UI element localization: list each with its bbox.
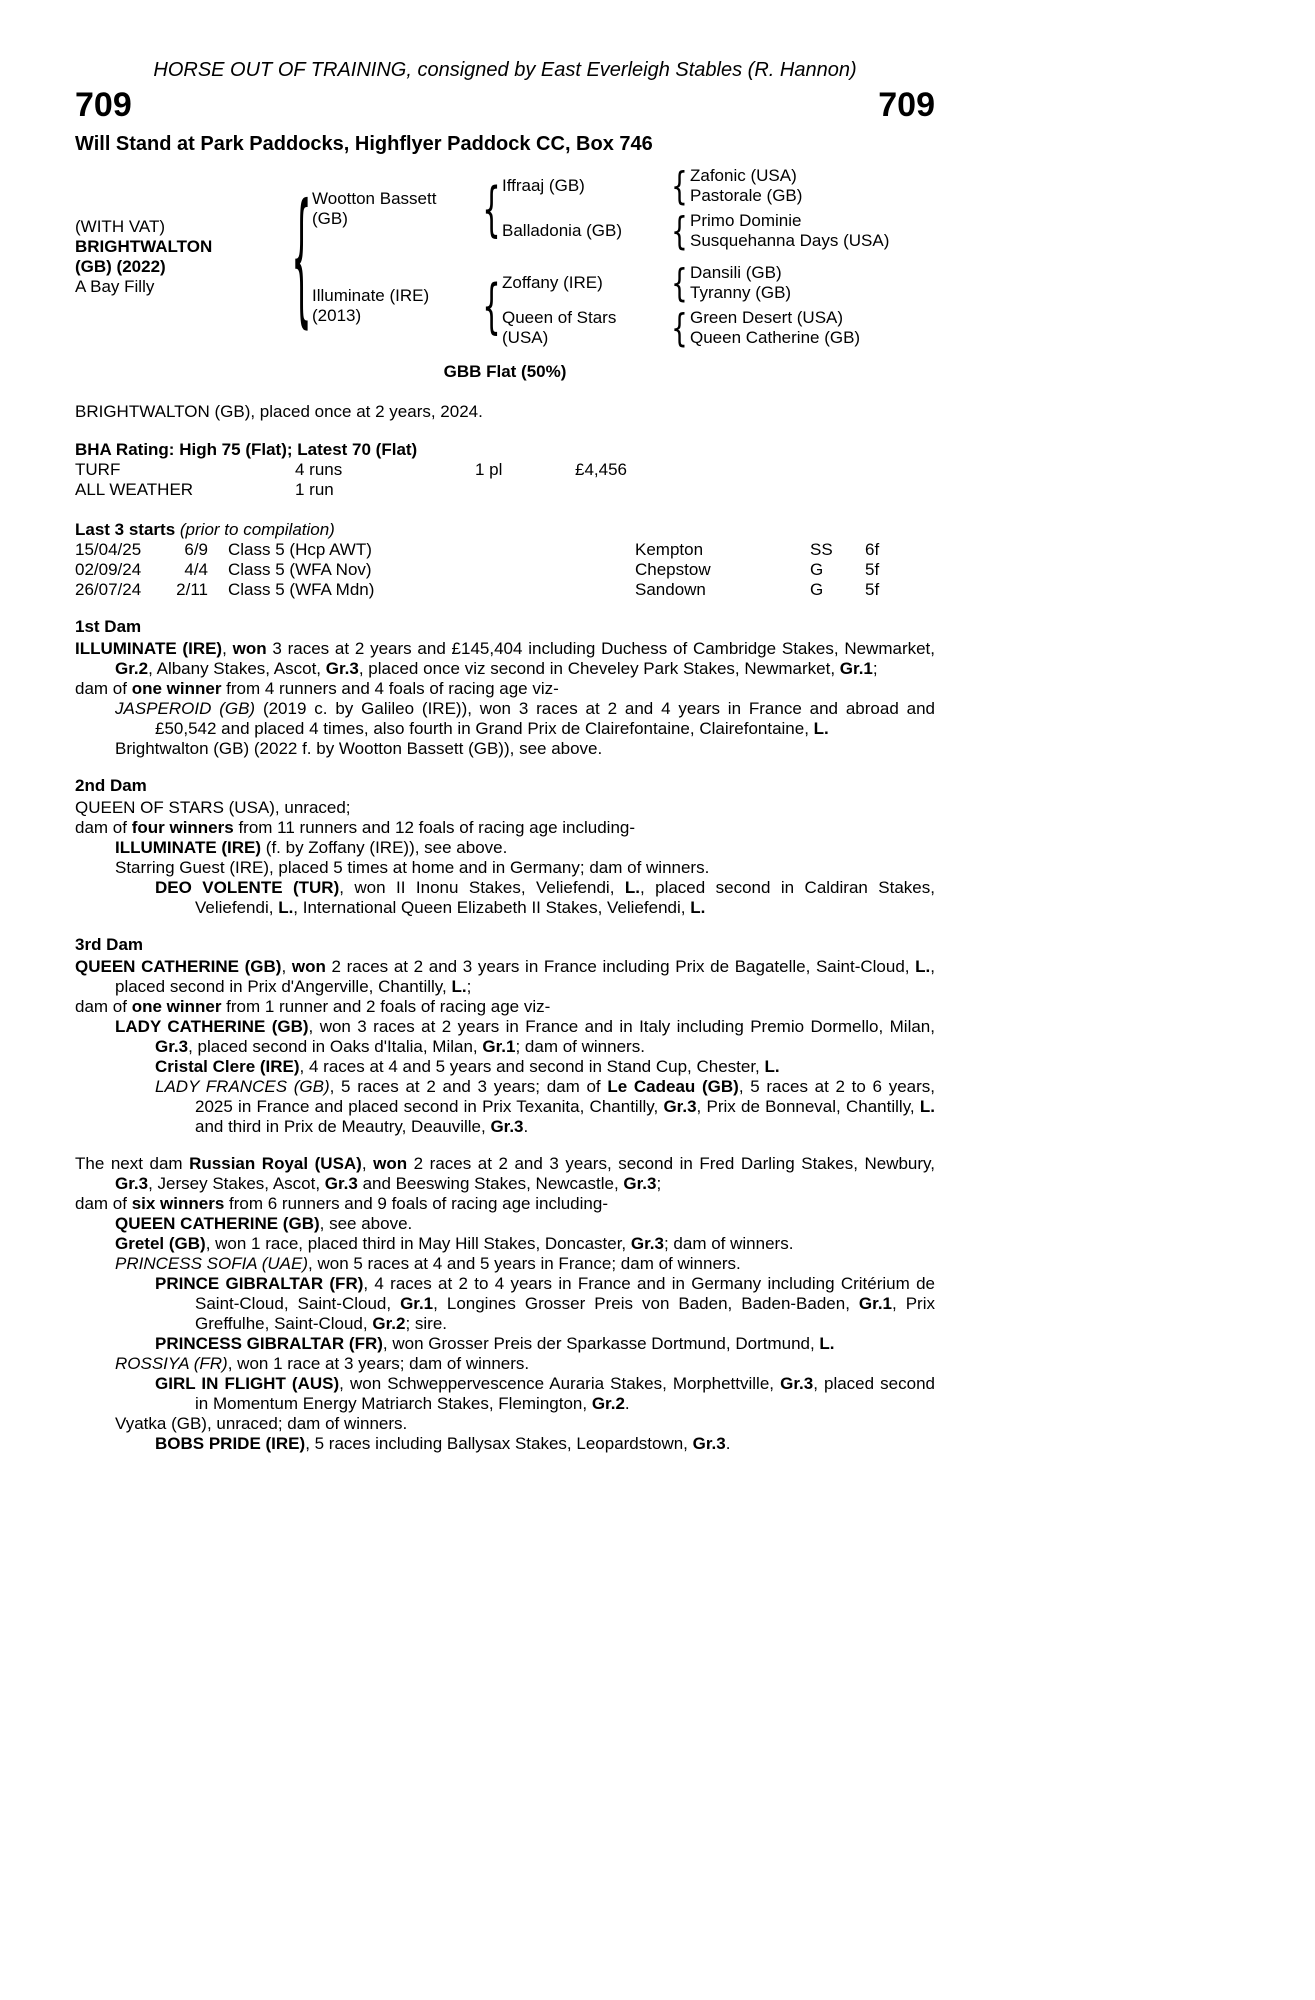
great-grandparent-name: Queen Catherine (GB) xyxy=(690,328,861,347)
text-segment: ; dam of winners. xyxy=(663,1234,794,1253)
dam-name-line1: Illuminate (IRE) xyxy=(312,285,430,305)
text-segment: L. xyxy=(819,1334,835,1353)
last-starts-block xyxy=(75,520,935,600)
text-segment: Gr.2 xyxy=(372,1314,406,1333)
last-starts-subtitle: (prior to compilation) xyxy=(175,520,335,539)
text-segment: L. xyxy=(919,1097,935,1116)
text-segment: , Longines Grosser Preis von Baden, Baden-Baden, xyxy=(433,1294,859,1313)
date-cell: 02/09/24 xyxy=(75,560,142,579)
dam-name-line2: (2013) xyxy=(312,305,362,325)
text-segment: six winners xyxy=(131,1194,225,1213)
text-segment: won xyxy=(232,639,267,658)
brace-icon: { xyxy=(481,173,501,244)
position-cell: 6/9 xyxy=(184,540,208,559)
runs-cell: 4 runs xyxy=(295,460,343,479)
course-cell: Kempton xyxy=(635,540,704,559)
brace-icon: { xyxy=(670,163,688,209)
pedigree-paragraph xyxy=(75,997,935,1017)
pedigree-paragraph xyxy=(75,878,935,918)
text-segment: , International Queen Elizabeth II Stakes, Veliefendi, xyxy=(293,898,691,917)
earnings-cell xyxy=(575,480,935,500)
text-segment: , placed second in Prix d'Angerville, Chantilly, xyxy=(115,957,935,996)
text-segment: ; xyxy=(872,659,878,678)
surface-cell: TURF xyxy=(75,460,121,479)
grandparent-name: Zoffany (IRE) xyxy=(502,273,603,292)
sire-name-line2: (GB) xyxy=(312,208,348,228)
horse-panel xyxy=(75,217,290,297)
pedigree-paragraph xyxy=(75,1434,935,1454)
last-starts-title: Last 3 starts xyxy=(75,520,176,539)
text-segment: (f. by Zoffany (IRE)), see above. xyxy=(261,838,508,857)
text-segment: , placed second in Caldiran Stakes, Veliefendi, xyxy=(195,878,935,917)
text-segment: , placed once viz second in Cheveley Park Stakes, Newmarket, xyxy=(358,659,840,678)
text-segment: , xyxy=(222,639,233,658)
going-cell: G xyxy=(810,560,824,579)
text-segment: ; xyxy=(656,1174,662,1193)
text-segment: . xyxy=(523,1117,529,1136)
text-segment: Gr.2 xyxy=(115,659,149,678)
race-cell: Class 5 (WFA Nov) xyxy=(228,560,372,579)
dam-section xyxy=(75,776,935,918)
sire-name xyxy=(312,189,480,229)
text-segment: , won II Inonu Stakes, Veliefendi, xyxy=(339,878,625,897)
grandparent-name: Balladonia (GB) xyxy=(502,221,623,240)
pedigree-paragraph xyxy=(75,699,935,739)
pedigree-paragraph xyxy=(75,1374,935,1414)
dam-section xyxy=(75,935,935,1137)
dam-sections xyxy=(75,617,935,1454)
text-segment: from 1 runner and 2 foals of racing age viz- xyxy=(221,997,551,1016)
placings-cell xyxy=(475,480,575,500)
pedigree-paragraph xyxy=(75,1274,935,1334)
distance-cell: 6f xyxy=(865,540,880,559)
distance-cell: 5f xyxy=(865,580,880,599)
pedigree-paragraph xyxy=(75,639,935,679)
surface-cell: ALL WEATHER xyxy=(75,480,194,499)
pedigree-paragraph xyxy=(75,818,935,838)
course-cell: Chepstow xyxy=(635,560,711,579)
text-segment: PRINCE GIBRALTAR (FR) xyxy=(155,1274,364,1293)
text-segment: Russian Royal (USA) xyxy=(189,1154,362,1173)
runs-cell: 1 run xyxy=(295,480,334,499)
pedigree-paragraph xyxy=(75,1234,935,1254)
text-segment: Gr.3 xyxy=(325,659,359,678)
text-segment: L. xyxy=(915,957,931,976)
text-segment: , placed second in Momentum Energy Matriarch Stakes, Flemington, xyxy=(195,1374,935,1413)
dam-name xyxy=(312,286,480,326)
text-segment: Gr.1 xyxy=(482,1037,516,1056)
horse-name: BRIGHTWALTON xyxy=(75,237,213,256)
distance-cell: 5f xyxy=(865,560,880,579)
going-cell: SS xyxy=(810,540,833,559)
race-cell: Class 5 (Hcp AWT) xyxy=(228,540,372,559)
gbb-note: GBB Flat (50%) xyxy=(443,362,567,381)
granddam-block xyxy=(502,305,935,351)
brace-icon: { xyxy=(670,260,688,306)
bha-rating-block xyxy=(75,440,935,500)
text-segment: and Beeswing Stakes, Newcastle, xyxy=(357,1174,624,1193)
text-segment: from 6 runners and 9 foals of racing age including- xyxy=(224,1194,608,1213)
performance-summary: BRIGHTWALTON (GB), placed once at 2 years, 2024. xyxy=(75,402,483,421)
brace-icon: { xyxy=(670,305,688,351)
race-summary-row xyxy=(75,480,935,500)
text-segment: Gr.3 xyxy=(780,1374,814,1393)
earnings-cell: £4,456 xyxy=(575,460,627,479)
pedigree-paragraph xyxy=(75,1154,935,1194)
pedigree-paragraph xyxy=(75,1354,935,1374)
position-cell: 4/4 xyxy=(184,560,208,579)
great-grandparent-name: Tyranny (GB) xyxy=(690,283,792,302)
text-segment: 2 races at 2 and 3 years, second in Fred Darling Stakes, Newbury, xyxy=(407,1154,936,1173)
sire-name-line1: Wootton Bassett xyxy=(312,188,437,208)
race-summary-row xyxy=(75,460,935,480)
text-segment: , 5 races at 2 to 6 years, 2025 in France and placed second in Prix Texanita, Chantilly, xyxy=(195,1077,935,1116)
section-heading: 2nd Dam xyxy=(75,776,147,795)
grandsire-block xyxy=(502,163,935,209)
text-segment: LADY CATHERINE (GB) xyxy=(115,1017,309,1036)
text-segment: dam of xyxy=(75,818,132,837)
text-segment: JASPEROID (GB) xyxy=(115,699,256,718)
consignor-header: HORSE OUT OF TRAINING, consigned by East Everleigh Stables (R. Hannon) xyxy=(153,59,857,81)
text-segment: , xyxy=(361,1154,374,1173)
text-segment: Gr.3 xyxy=(324,1174,358,1193)
great-grandparent-name: Green Desert (USA) xyxy=(690,308,844,327)
text-segment: Gr.3 xyxy=(663,1097,697,1116)
text-segment: Gr.1 xyxy=(858,1294,893,1313)
text-segment: QUEEN CATHERINE (GB) xyxy=(75,957,282,976)
dam-section xyxy=(75,1154,935,1454)
pedigree-paragraph xyxy=(75,1334,935,1354)
text-segment: dam of xyxy=(75,679,132,698)
text-segment: won xyxy=(291,957,326,976)
text-segment: Vyatka (GB), unraced; dam of winners. xyxy=(115,1414,408,1433)
text-segment: Starring Guest (IRE), placed 5 times at home and in Germany; dam of winners. xyxy=(115,858,710,877)
race-cell: Class 5 (WFA Mdn) xyxy=(228,580,375,599)
great-grandparent-name: Dansili (GB) xyxy=(690,263,782,282)
text-segment: from 4 runners and 4 foals of racing age viz- xyxy=(221,679,559,698)
vat-note: (WITH VAT) xyxy=(75,217,166,236)
going-cell: G xyxy=(810,580,824,599)
text-segment: , 4 races at 2 to 4 years in France and in Germany including Critérium de Saint-Cloud, Saint-Cloud, xyxy=(195,1274,935,1313)
text-segment: , see above. xyxy=(319,1214,413,1233)
text-segment: Gr.2 xyxy=(591,1394,625,1413)
text-segment: , won 5 races at 4 and 5 years in France; dam of winners. xyxy=(308,1254,741,1273)
text-segment: Gretel (GB) xyxy=(115,1234,206,1253)
text-segment: ; xyxy=(466,977,472,996)
placings-cell: 1 pl xyxy=(475,460,503,479)
text-segment: QUEEN CATHERINE (GB) xyxy=(115,1214,320,1233)
section-heading: 3rd Dam xyxy=(75,935,144,954)
text-segment: BOBS PRIDE (IRE) xyxy=(155,1434,306,1453)
text-segment: , won 1 race, placed third in May Hill Stakes, Doncaster, xyxy=(205,1234,631,1253)
text-segment: Gr.3 xyxy=(623,1174,657,1193)
last-start-row xyxy=(75,580,935,600)
text-segment: (2019 c. by Galileo (IRE)), won 3 races at 2 and 4 years in France and abroad and £50,542 and placed 4 times, also fourth in Grand Prix de Clairefontaine, Clairefontaine, xyxy=(155,699,935,738)
text-segment: dam of xyxy=(75,997,132,1016)
pedigree-paragraph xyxy=(75,1017,935,1057)
dam-half xyxy=(312,260,935,351)
text-segment: , 5 races at 2 and 3 years; dam of xyxy=(329,1077,608,1096)
last-starts-heading xyxy=(75,520,935,540)
date-cell: 26/07/24 xyxy=(75,580,142,599)
grandsire-block xyxy=(502,260,935,306)
catalogue-content xyxy=(75,0,935,1454)
dam-section xyxy=(75,617,935,759)
pedigree-table xyxy=(75,163,935,351)
date-cell: 15/04/25 xyxy=(75,540,142,559)
position-cell: 2/11 xyxy=(176,580,208,599)
pedigree-paragraph xyxy=(75,679,935,699)
text-segment: four winners xyxy=(131,818,234,837)
text-segment: Gr.1 xyxy=(400,1294,434,1313)
lot-number-row xyxy=(75,86,935,124)
horse-description: A Bay Filly xyxy=(75,277,155,296)
text-segment: , Albany Stakes, Ascot, xyxy=(148,659,326,678)
text-segment: ; dam of winners. xyxy=(515,1037,645,1056)
text-segment: L. xyxy=(451,977,467,996)
grandparent-name: Queen of Stars (USA) xyxy=(502,308,617,347)
text-segment: Gr.1 xyxy=(839,659,873,678)
horse-suffix: (GB) (2022) xyxy=(75,257,166,276)
text-segment: , won Schweppervescence Auraria Stakes, Morphettville, xyxy=(339,1374,781,1393)
text-segment: Brightwalton (GB) (2022 f. by Wootton Bassett (GB)), see above. xyxy=(115,739,603,758)
text-segment: QUEEN OF STARS (USA), unraced; xyxy=(75,798,351,817)
text-segment: Gr.3 xyxy=(155,1037,189,1056)
brace-icon: { xyxy=(670,208,688,254)
great-grandparent-name: Susquehanna Days (USA) xyxy=(690,231,890,250)
text-segment: dam of xyxy=(75,1194,132,1213)
pedigree-paragraph xyxy=(75,739,935,759)
text-segment: ; sire. xyxy=(405,1314,447,1333)
stand-location-line: Will Stand at Park Paddocks, Highflyer Paddock CC, Box 746 xyxy=(75,133,653,155)
last-start-row xyxy=(75,560,935,580)
text-segment: , Prix Greffulhe, Saint-Cloud, xyxy=(195,1294,935,1333)
lot-number-right: 709 xyxy=(878,86,935,124)
text-segment: , xyxy=(281,957,292,976)
text-segment: The next dam xyxy=(75,1154,190,1173)
text-segment: , Prix de Bonneval, Chantilly, xyxy=(696,1097,920,1116)
text-segment: L. xyxy=(764,1057,780,1076)
course-cell: Sandown xyxy=(635,580,706,599)
pedigree-paragraph xyxy=(75,1194,935,1214)
text-segment: L. xyxy=(813,719,829,738)
text-segment: , placed second in Oaks d'Italia, Milan, xyxy=(188,1037,483,1056)
pedigree-paragraph xyxy=(75,1254,935,1274)
granddam-block xyxy=(502,208,935,254)
text-segment: Gr.3 xyxy=(490,1117,524,1136)
grandparent-name: Iffraaj (GB) xyxy=(502,176,585,195)
section-heading: 1st Dam xyxy=(75,617,142,636)
text-segment: L. xyxy=(624,878,640,897)
great-grandparent-name: Pastorale (GB) xyxy=(690,186,803,205)
text-segment: DEO VOLENTE (TUR) xyxy=(155,878,340,897)
brace-icon: { xyxy=(290,172,312,342)
great-grandparent-name: Zafonic (USA) xyxy=(690,166,797,185)
text-segment: , won 3 races at 2 years in France and in Italy including Premio Dormello, Milan, xyxy=(308,1017,935,1036)
text-segment: ROSSIYA (FR) xyxy=(115,1354,228,1373)
lot-number-left: 709 xyxy=(75,86,132,124)
text-segment: one winner xyxy=(131,997,222,1016)
pedigree-paragraph xyxy=(75,957,935,997)
text-segment: , Jersey Stakes, Ascot, xyxy=(148,1174,325,1193)
text-segment: from 11 runners and 12 foals of racing age including- xyxy=(233,818,636,837)
last-start-row xyxy=(75,540,935,560)
text-segment: Cristal Clere (IRE) xyxy=(155,1057,300,1076)
pedigree-generations xyxy=(312,163,935,351)
brace-icon: { xyxy=(481,270,501,341)
text-segment: Gr.3 xyxy=(115,1174,149,1193)
text-segment: Gr.3 xyxy=(692,1434,726,1453)
pedigree-paragraph xyxy=(75,1077,935,1137)
text-segment: Le Cadeau (GB) xyxy=(607,1077,739,1096)
text-segment: one winner xyxy=(131,679,222,698)
text-segment: Gr.3 xyxy=(630,1234,664,1253)
pedigree-paragraph xyxy=(75,858,935,878)
text-segment: . xyxy=(624,1394,630,1413)
text-segment: , won Grosser Preis der Sparkasse Dortmund, Dortmund, xyxy=(382,1334,820,1353)
bha-rating-heading: BHA Rating: High 75 (Flat); Latest 70 (Flat) xyxy=(75,440,418,459)
text-segment: ILLUMINATE (IRE) xyxy=(75,639,223,658)
pedigree-paragraph xyxy=(75,1057,935,1077)
text-segment: PRINCESS SOFIA (UAE) xyxy=(115,1254,309,1273)
text-segment: PRINCESS GIBRALTAR (FR) xyxy=(155,1334,383,1353)
text-segment: , 4 races at 4 and 5 years and second in Stand Cup, Chester, xyxy=(299,1057,765,1076)
text-segment: L. xyxy=(690,898,706,917)
pedigree-paragraph xyxy=(75,1414,935,1434)
great-grandparent-name: Primo Dominie xyxy=(690,211,802,230)
sire-half xyxy=(312,163,935,254)
pedigree-paragraph xyxy=(75,1214,935,1234)
text-segment: won xyxy=(373,1154,408,1173)
text-segment: ILLUMINATE (IRE) xyxy=(115,838,262,857)
text-segment: 3 races at 2 years and £145,404 including Duchess of Cambridge Stakes, Newmarket, xyxy=(266,639,935,658)
pedigree-paragraph xyxy=(75,838,935,858)
text-segment: , won 1 race at 3 years; dam of winners. xyxy=(227,1354,530,1373)
text-segment: 2 races at 2 and 3 years in France including Prix de Bagatelle, Saint-Cloud, xyxy=(325,957,916,976)
text-segment: LADY FRANCES (GB) xyxy=(155,1077,330,1096)
text-segment: . xyxy=(725,1434,731,1453)
pedigree-paragraph xyxy=(75,798,935,818)
text-segment: L. xyxy=(278,898,294,917)
text-segment: and third in Prix de Meautry, Deauville, xyxy=(195,1117,491,1136)
text-segment: GIRL IN FLIGHT (AUS) xyxy=(155,1374,340,1393)
text-segment: , 5 races including Ballysax Stakes, Leopardstown, xyxy=(305,1434,693,1453)
